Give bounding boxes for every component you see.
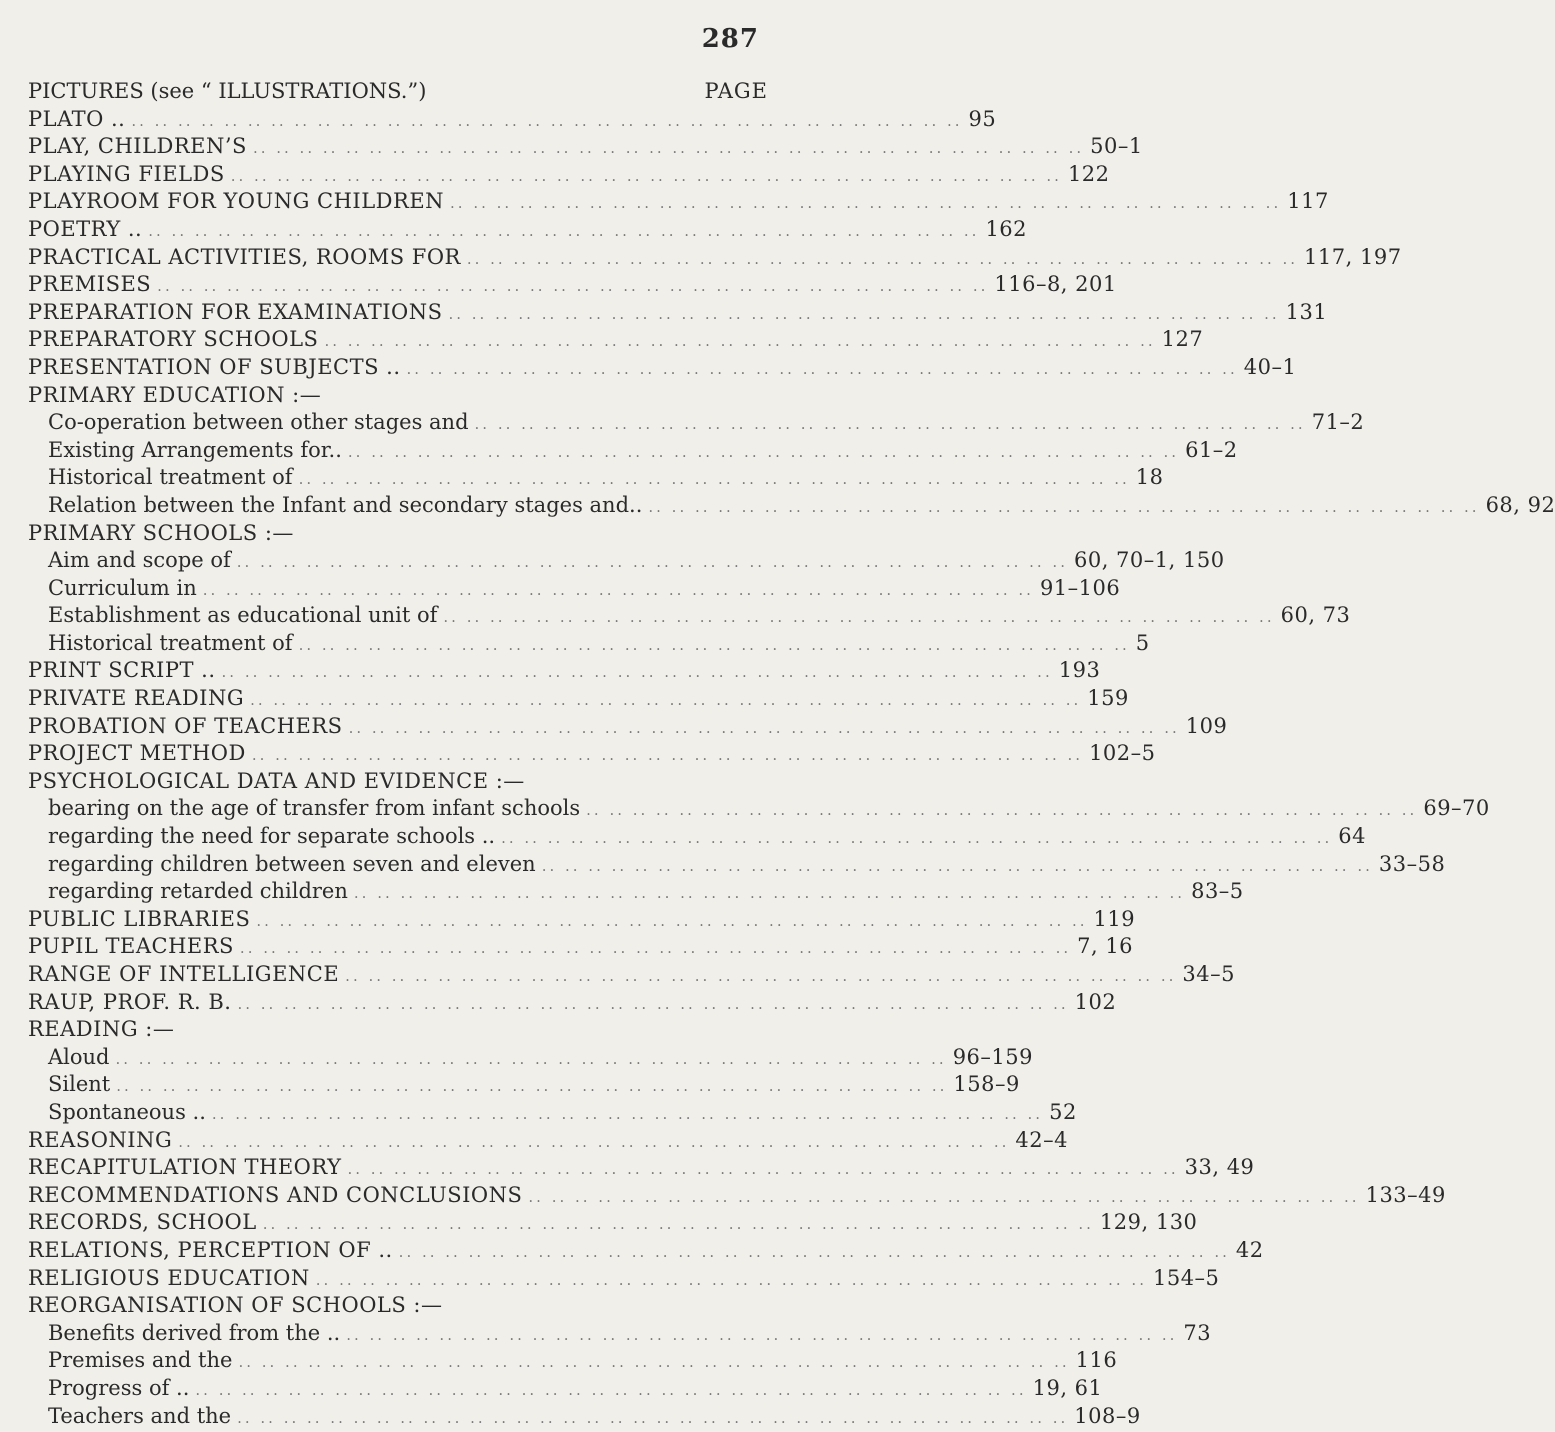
header-topic: PICTURES (see “ ILLUSTRATIONS.”) — [28, 78, 426, 106]
leader-dots — [299, 632, 1130, 660]
entry-pages: 102–5 — [1089, 740, 1155, 768]
entry-pages: 83–5 — [1191, 878, 1244, 906]
index-entry — [28, 161, 770, 189]
leader-dots — [542, 853, 1373, 881]
entry-pages: 158–9 — [953, 1071, 1019, 1099]
index-entry — [28, 1154, 770, 1182]
index-entry — [28, 1127, 770, 1155]
leader-dots — [116, 1046, 947, 1074]
entry-text: Teachers and the — [48, 1403, 231, 1431]
index-subentry — [28, 878, 770, 906]
index-entry — [28, 1237, 770, 1265]
index-subentry — [28, 492, 770, 520]
index-entry — [28, 133, 770, 161]
leader-dots — [263, 1211, 1094, 1239]
entry-text: PLATO .. — [28, 106, 125, 134]
entry-pages: 116–8, 201 — [994, 271, 1116, 299]
index-subentry — [28, 1403, 770, 1431]
entry-pages: 61–2 — [1185, 437, 1238, 465]
index-entry — [28, 961, 770, 989]
leader-dots — [231, 163, 1062, 191]
leader-dots — [240, 935, 1071, 963]
entry-text: regarding the need for separate schools .. — [48, 823, 495, 851]
entry-pages: 42–4 — [1015, 1127, 1068, 1155]
index-subentry — [28, 1347, 770, 1375]
entry-text: READING :— — [28, 1016, 174, 1044]
leader-dots — [250, 687, 1081, 715]
entry-pages: 133–49 — [1366, 1182, 1446, 1210]
entry-text: REASONING — [28, 1127, 172, 1155]
entry-pages: 33–58 — [1379, 851, 1445, 879]
index-entry — [28, 933, 770, 961]
entry-text: PREMISES — [28, 271, 151, 299]
index-subentry — [28, 823, 770, 851]
leader-dots — [348, 439, 1179, 467]
page-number: 287 — [702, 24, 759, 54]
entry-text: RECOMMENDATIONS AND CONCLUSIONS — [28, 1182, 522, 1210]
leader-dots — [648, 494, 1479, 522]
entry-text: Curriculum in — [48, 575, 197, 603]
index-entry — [28, 713, 770, 741]
index-entry — [28, 271, 770, 299]
entry-pages: 162 — [985, 216, 1027, 244]
index-subentry — [28, 1071, 770, 1099]
entry-text: RELIGIOUS EDUCATION — [28, 1265, 310, 1293]
leader-dots — [299, 466, 1130, 494]
entry-pages: 69–70 — [1423, 795, 1489, 823]
entry-text: Spontaneous .. — [48, 1099, 206, 1127]
entry-text: Historical treatment of — [48, 464, 293, 492]
entry-text: PLAYING FIELDS — [28, 161, 225, 189]
entry-text: PRINT SCRIPT .. — [28, 657, 216, 685]
entry-text: PROJECT METHOD — [28, 740, 246, 768]
index-entry — [28, 740, 770, 768]
index-entry — [28, 520, 770, 548]
entry-pages: 34–5 — [1182, 961, 1235, 989]
entry-pages: 117, 197 — [1304, 244, 1402, 272]
entry-pages: 109 — [1186, 713, 1228, 741]
entry-text: Existing Arrangements for.. — [48, 437, 342, 465]
entry-pages: 50–1 — [1090, 133, 1143, 161]
index-subentry — [28, 602, 770, 630]
entry-text: regarding children between seven and eleven — [48, 851, 536, 879]
entry-text: PSYCHOLOGICAL DATA AND EVIDENCE :— — [28, 768, 525, 796]
entry-pages: 71–2 — [1312, 409, 1365, 437]
leader-dots — [443, 604, 1274, 632]
entry-text: regarding retarded children — [48, 878, 348, 906]
entry-text: PROBATION OF TEACHERS — [28, 713, 343, 741]
index-subentry — [28, 547, 770, 575]
leader-dots — [475, 411, 1306, 439]
leader-dots — [448, 301, 1279, 329]
index-entry — [28, 768, 770, 796]
index-entry — [28, 299, 770, 327]
entry-text: Relation between the Infant and secondary stages and.. — [48, 492, 642, 520]
entry-text: PRESENTATION OF SUBJECTS .. — [28, 354, 401, 382]
leader-dots — [222, 659, 1053, 687]
index-subentry — [28, 795, 770, 823]
entry-pages: 40–1 — [1244, 354, 1297, 382]
entry-pages: 60, 73 — [1281, 602, 1351, 630]
entry-pages: 64 — [1338, 823, 1366, 851]
entry-pages: 52 — [1049, 1099, 1077, 1127]
leader-dots — [501, 825, 1332, 853]
entry-text: Establishment as educational unit of — [48, 602, 437, 630]
leader-dots — [467, 246, 1298, 274]
entry-pages: 73 — [1183, 1320, 1211, 1348]
leader-dots — [131, 108, 962, 136]
leader-dots — [528, 1184, 1359, 1212]
entry-text: Aloud — [48, 1044, 110, 1072]
leader-dots — [203, 577, 1034, 605]
entry-pages: 108–9 — [1074, 1403, 1140, 1431]
leader-dots — [157, 273, 988, 301]
entry-pages: 68, 92 — [1486, 492, 1555, 520]
index-subentry — [28, 575, 770, 603]
index-entry — [28, 188, 770, 216]
index-subentry — [28, 851, 770, 879]
index-entry — [28, 1265, 770, 1293]
leader-dots — [238, 1349, 1069, 1377]
entry-pages: 127 — [1162, 326, 1204, 354]
entry-pages: 122 — [1068, 161, 1110, 189]
leader-dots — [178, 1129, 1009, 1157]
leader-dots — [237, 991, 1068, 1019]
leader-dots — [354, 880, 1185, 908]
entry-pages: 102 — [1075, 989, 1117, 1017]
entry-pages: 19, 61 — [1033, 1375, 1103, 1403]
entry-text: Benefits derived from the .. — [48, 1320, 340, 1348]
leader-dots — [450, 190, 1281, 218]
leader-dots — [237, 549, 1068, 577]
index-header-row — [28, 78, 770, 106]
leader-dots — [148, 218, 979, 246]
index-entry — [28, 1292, 770, 1320]
index-entry — [28, 216, 770, 244]
entry-text: PUBLIC LIBRARIES — [28, 906, 250, 934]
index-subentry — [28, 1044, 770, 1072]
index-entry — [28, 106, 770, 134]
entry-text: PREPARATORY SCHOOLS — [28, 326, 318, 354]
leader-dots — [237, 1405, 1068, 1432]
index-entry — [28, 354, 770, 382]
entry-pages: 129, 130 — [1100, 1209, 1198, 1237]
entry-pages: 5 — [1136, 630, 1150, 658]
entry-pages: 18 — [1136, 464, 1164, 492]
entry-text: Premises and the — [48, 1347, 232, 1375]
entry-pages: 96–159 — [953, 1044, 1033, 1072]
index-entry — [28, 382, 770, 410]
leader-dots — [212, 1101, 1043, 1129]
index-entry — [28, 1182, 770, 1210]
header-page-label: PAGE — [705, 78, 770, 106]
leader-dots — [316, 1267, 1147, 1295]
entry-text: PLAY, CHILDREN’S — [28, 133, 247, 161]
entry-text: RAUP, PROF. R. B. — [28, 989, 231, 1017]
entry-pages: 116 — [1076, 1347, 1118, 1375]
index-subentry — [28, 1099, 770, 1127]
entry-pages: 154–5 — [1153, 1265, 1219, 1293]
index-subentry — [28, 437, 770, 465]
index-subentry — [28, 1375, 770, 1403]
index-subentry — [28, 409, 770, 437]
entry-pages: 7, 16 — [1077, 933, 1133, 961]
entry-pages: 117 — [1287, 188, 1329, 216]
entry-text: Silent — [48, 1071, 110, 1099]
entry-text: REORGANISATION OF SCHOOLS :— — [28, 1292, 443, 1320]
entry-text: PLAYROOM FOR YOUNG CHILDREN — [28, 188, 444, 216]
entry-text: RECAPITULATION THEORY — [28, 1154, 341, 1182]
leader-dots — [347, 1156, 1178, 1184]
leader-dots — [399, 1239, 1230, 1267]
entry-text: Progress of .. — [48, 1375, 189, 1403]
entry-text: PUPIL TEACHERS — [28, 933, 234, 961]
entry-text: PREPARATION FOR EXAMINATIONS — [28, 299, 442, 327]
entry-pages: 42 — [1236, 1237, 1264, 1265]
index-entry — [28, 1016, 770, 1044]
leader-dots — [256, 908, 1087, 936]
index-subentry — [28, 1320, 770, 1348]
entry-text: Aim and scope of — [48, 547, 231, 575]
index-subentry — [28, 464, 770, 492]
entry-text: RELATIONS, PERCEPTION OF .. — [28, 1237, 393, 1265]
index-entry — [28, 244, 770, 272]
index-entry — [28, 1209, 770, 1237]
entry-pages: 60, 70–1, 150 — [1074, 547, 1225, 575]
entry-pages: 159 — [1087, 685, 1129, 713]
index-subentry — [28, 630, 770, 658]
leader-dots — [252, 742, 1083, 770]
leader-dots — [407, 356, 1238, 384]
entry-pages: 193 — [1059, 657, 1101, 685]
entry-text: PRIVATE READING — [28, 685, 244, 713]
index-entry — [28, 657, 770, 685]
index-page — [0, 0, 801, 1378]
entry-text: Co-operation between other stages and — [48, 409, 469, 437]
index-entry — [28, 685, 770, 713]
entry-pages: 131 — [1286, 299, 1328, 327]
entry-pages: 91–106 — [1040, 575, 1120, 603]
entry-pages: 33, 49 — [1185, 1154, 1255, 1182]
entry-text: PRIMARY SCHOOLS :— — [28, 520, 294, 548]
index-entries — [28, 78, 770, 1430]
index-entry — [28, 326, 770, 354]
index-entry — [28, 989, 770, 1017]
entry-text: Historical treatment of — [48, 630, 293, 658]
leader-dots — [346, 1322, 1177, 1350]
leader-dots — [324, 328, 1155, 356]
entry-text: POETRY .. — [28, 216, 142, 244]
entry-text: bearing on the age of transfer from infant schools — [48, 795, 580, 823]
index-entry — [28, 906, 770, 934]
leader-dots — [586, 797, 1417, 825]
entry-text: RECORDS, SCHOOL — [28, 1209, 257, 1237]
entry-text: RANGE OF INTELLIGENCE — [28, 961, 339, 989]
leader-dots — [349, 715, 1180, 743]
entry-pages: 119 — [1094, 906, 1136, 934]
entry-pages: 95 — [969, 106, 997, 134]
leader-dots — [195, 1377, 1026, 1405]
entry-text: PRACTICAL ACTIVITIES, ROOMS FOR — [28, 244, 461, 272]
entry-text: PRIMARY EDUCATION :— — [28, 382, 321, 410]
leader-dots — [116, 1073, 947, 1101]
leader-dots — [253, 135, 1084, 163]
leader-dots — [345, 963, 1176, 991]
